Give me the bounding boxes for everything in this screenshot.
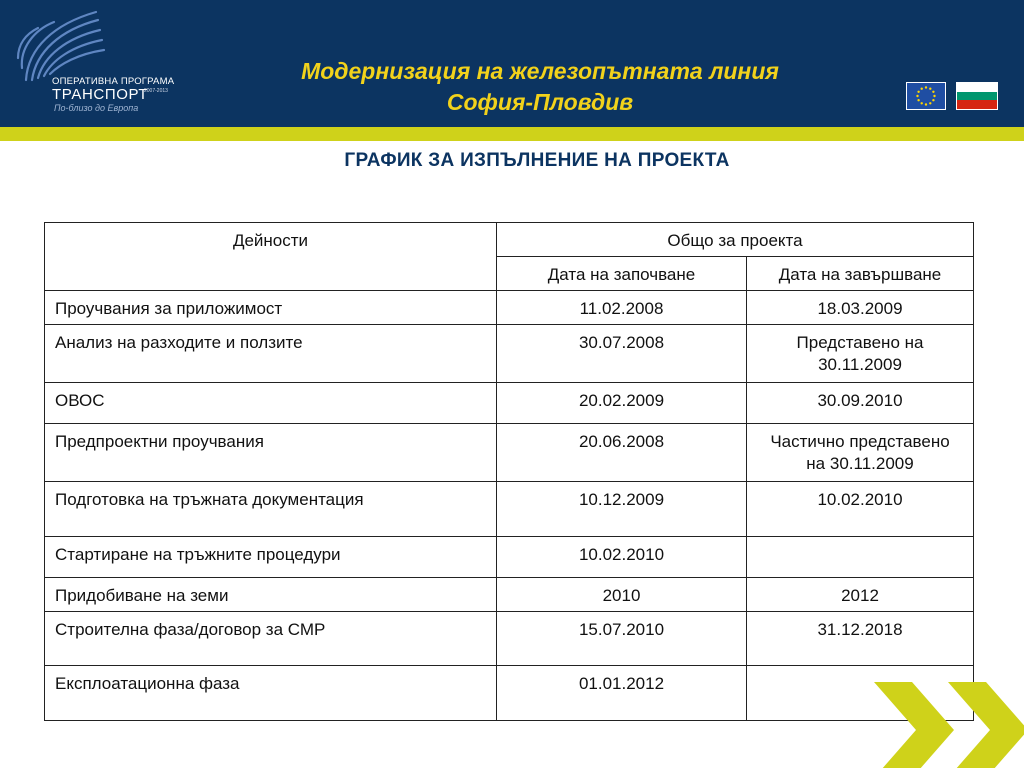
activity-cell: Експлоатационна фаза: [45, 666, 497, 721]
activity-cell: Анализ на разходите и ползите: [45, 325, 497, 383]
table-row: [45, 325, 974, 383]
header-activities: Дейности: [45, 223, 497, 291]
page-title-line2: София-Пловдив: [446, 89, 634, 115]
activity-cell: Строителна фаза/договор за СМР: [45, 612, 497, 666]
program-logo: [14, 8, 194, 116]
schedule-table: [44, 222, 974, 721]
end-date-cell: 2012: [747, 578, 974, 612]
table-row: [45, 424, 974, 482]
start-date-cell: 01.01.2012: [497, 666, 747, 721]
header-accent-band: [0, 127, 1024, 141]
section-title: ГРАФИК ЗА ИЗПЪЛНЕНИЕ НА ПРОЕКТА: [344, 150, 730, 171]
header-end-date: Дата на завършване: [747, 257, 974, 291]
end-date-cell: 18.03.2009: [747, 291, 974, 325]
end-date-line2: 30.11.2009: [818, 355, 902, 374]
logo-line1: ОПЕРАТИВНА ПРОГРАМА: [52, 76, 175, 87]
page-title-line1: Модернизация на железопътната линия: [301, 58, 779, 84]
activity-cell: Предпроектни проучвания: [45, 424, 497, 482]
activity-cell: ОВОС: [45, 383, 497, 424]
page-title: [220, 56, 860, 118]
end-date-line1: Частично представено: [770, 432, 950, 451]
logo-line2: ТРАНСПОРТ: [52, 86, 149, 103]
start-date-cell: 15.07.2010: [497, 612, 747, 666]
table-row: [45, 578, 974, 612]
end-date-cell: [747, 424, 974, 482]
activity-cell: Подготовка на тръжната документация: [45, 482, 497, 537]
bulgarian-flag-icon: [956, 82, 998, 110]
start-date-cell: 10.12.2009: [497, 482, 747, 537]
start-date-cell: 11.02.2008: [497, 291, 747, 325]
table-row: [45, 612, 974, 666]
header-start-date: Дата на започване: [497, 257, 747, 291]
logo-years: 2007-2013: [144, 88, 168, 94]
end-date-cell: 31.12.2018: [747, 612, 974, 666]
start-date-cell: 10.02.2010: [497, 537, 747, 578]
start-date-cell: 20.06.2008: [497, 424, 747, 482]
end-date-line2: на 30.11.2009: [806, 454, 914, 473]
activity-cell: Стартиране на тръжните процедури: [45, 537, 497, 578]
table-row: [45, 291, 974, 325]
eu-flag-icon: [906, 82, 946, 110]
logo-slogan: По-близо до Европа: [54, 103, 139, 113]
start-date-cell: 20.02.2009: [497, 383, 747, 424]
table-row: [45, 482, 974, 537]
header-total: Общо за проекта: [497, 223, 974, 257]
end-date-line1: Представено на: [796, 333, 924, 352]
activity-cell: Проучвания за приложимост: [45, 291, 497, 325]
end-date-cell: 10.02.2010: [747, 482, 974, 537]
end-date-cell: [747, 537, 974, 578]
table-row: [45, 666, 974, 721]
start-date-cell: 30.07.2008: [497, 325, 747, 383]
activity-cell: Придобиване на земи: [45, 578, 497, 612]
next-chevrons-icon: [860, 670, 1024, 768]
table-row: [45, 537, 974, 578]
start-date-cell: 2010: [497, 578, 747, 612]
end-date-cell: [747, 325, 974, 383]
table-row: [45, 383, 974, 424]
table-header-row: [45, 223, 974, 257]
end-date-cell: 30.09.2010: [747, 383, 974, 424]
